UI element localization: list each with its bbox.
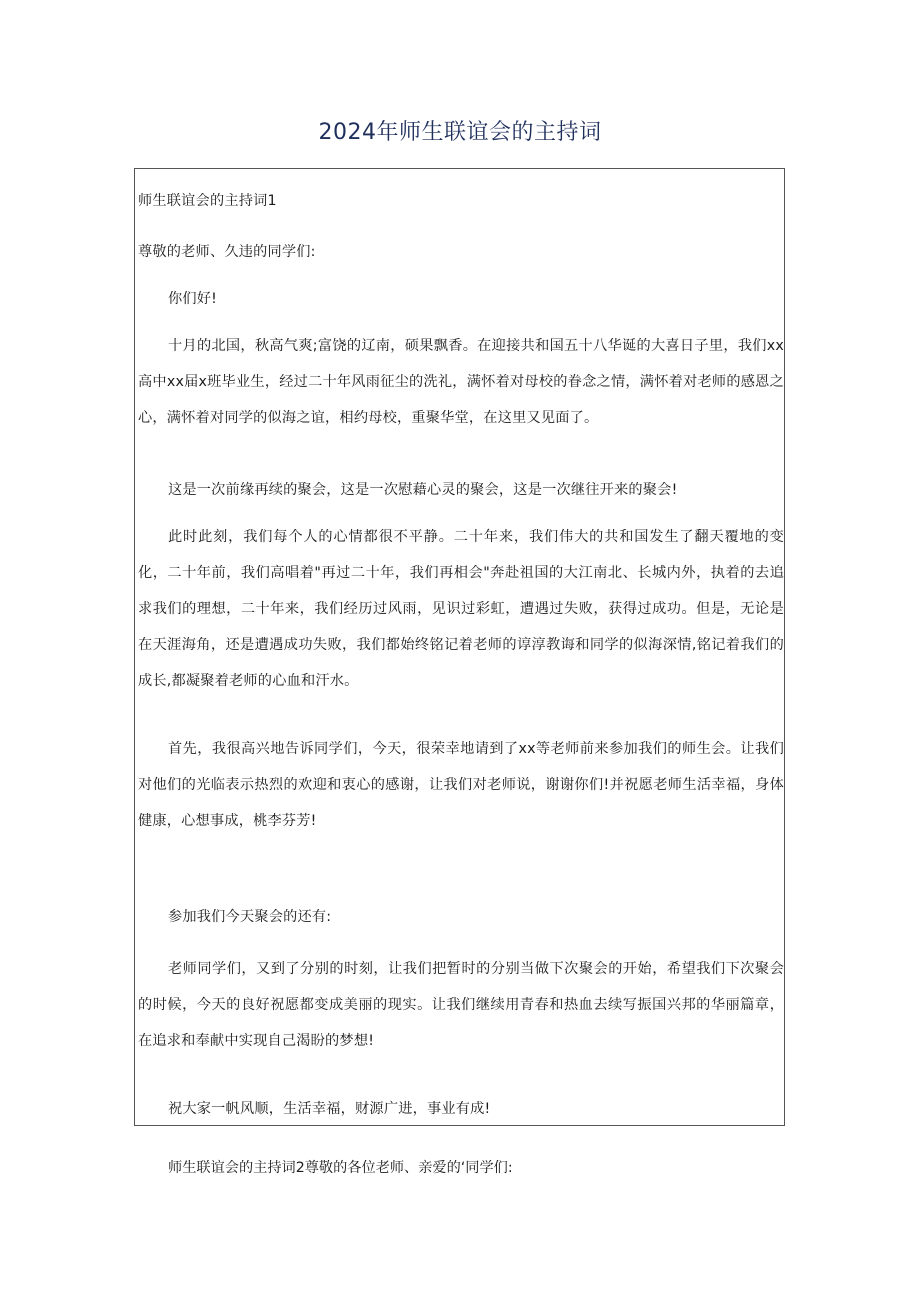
paragraph-reunion: 这是一次前缘再续的聚会，这是一次慰藉心灵的聚会，这是一次继往开来的聚会! <box>168 482 678 498</box>
paragraph-welcome-teachers: 首先，我很高兴地告诉同学们，今天，很荣幸地请到了xx等老师前来参加我们的师生会。让我们对他们的光临表示热烈的欢迎和衷心的感谢，让我们对老师说，谢谢你们!并祝愿老师生活幸福，身体健康，心想事成，桃李芬芳! <box>138 741 784 829</box>
paragraph-hello: 你们好! <box>168 291 218 307</box>
document-title: 2024年师生联谊会的主持词 <box>318 120 602 145</box>
paragraph-attendees: 参加我们今天聚会的还有: <box>168 909 332 925</box>
paragraph-blessing: 祝大家一帆风顺，生活幸福，财源广进，事业有成! <box>168 1101 491 1117</box>
section-heading-2: 师生联谊会的主持词2尊敬的各位老师、亲爱的‘同学们: <box>168 1160 513 1176</box>
paragraph-farewell: 老师同学们，又到了分别的时刻，让我们把暂时的分别当做下次聚会的开始，希望我们下次聚会的时候，今天的良好祝愿都变成美丽的现实。让我们继续用青春和热血去续写振国兴邦的华丽篇章，在追求和奉献中实现自己渴盼的梦想! <box>138 961 784 1049</box>
paragraph-twenty-years: 此时此刻，我们每个人的心情都很不平静。二十年来，我们伟大的共和国发生了翻天覆地的变化，二十年前，我们高唱着"再过二十年，我们再相会"奔赴祖国的大江南北、长城内外，执着的去追求我们的理想，二十年来，我们经历过风雨，见识过彩虹，遭遇过失败，获得过成功。但是，无论是在天涯海角，还是遭遇成功失败，我们都始终铭记着老师的谆淳教诲和同学的似海深情,铭记着我们的成长,都凝聚着老师的心血和汗水。 <box>138 529 784 689</box>
greeting: 尊敬的老师、久违的同学们: <box>138 244 316 260</box>
paragraph-intro: 十月的北国，秋高气爽;富饶的辽南，硕果飘香。在迎接共和国五十八华诞的大喜日子里，我们xx高中xx届x班毕业生，经过二十年风雨征尘的洗礼，满怀着对母校的眷念之情，满怀着对老师的感恩之心，满怀着对同学的似海之谊，相约母校，重聚华堂，在这里又见面了。 <box>138 338 784 426</box>
section-heading-1: 师生联谊会的主持词1 <box>138 193 277 209</box>
